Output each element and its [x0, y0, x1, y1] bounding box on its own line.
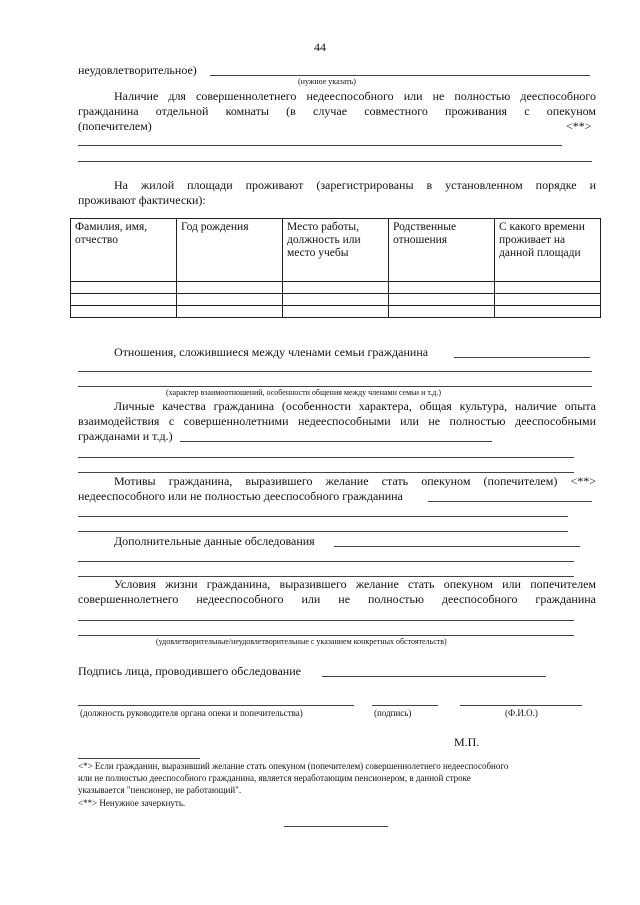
- personal-line-0[interactable]: [180, 441, 492, 442]
- footnote-1-line-2: или не полностью дееспособного гражданина, является неработающим пенсионером, в данной строке: [78, 773, 471, 783]
- table-cell[interactable]: [71, 306, 177, 318]
- room-answer-line-1[interactable]: [78, 145, 562, 146]
- footnote-1-line-1: <*> Если гражданин, выразивший желание стать опекуном (попечителем) совершеннолетнего недееспособного: [78, 761, 509, 771]
- signature-label: Подпись лица, проводившего обследование: [78, 664, 301, 678]
- assessment-caption: (нужное указать): [298, 77, 356, 86]
- footnote-divider: [78, 758, 200, 759]
- relations-caption: (характер взаимоотношений, особенности общения между членами семьи и т.д.): [166, 388, 441, 397]
- conditions-answer-line-2[interactable]: [78, 635, 574, 636]
- table-header-row: [71, 219, 601, 282]
- personal-line-2: взаимодействия с совершеннолетними недееспособными или не полностью дееспособными: [78, 414, 596, 428]
- table-cell[interactable]: [283, 282, 389, 294]
- residents-line-1: На жилой площади проживают (зарегистрированы в установленном порядке и: [114, 178, 596, 192]
- bottom-divider: [284, 826, 388, 827]
- personal-answer-line-2[interactable]: [78, 472, 574, 473]
- table-cell[interactable]: [283, 306, 389, 318]
- room-line-1: Наличие для совершеннолетнего недееспособного или не полностью дееспособного: [114, 89, 596, 103]
- room-line-3: (попечителем): [78, 119, 152, 133]
- assessment-line[interactable]: [210, 75, 590, 76]
- table-row: [71, 294, 601, 306]
- table-cell[interactable]: [389, 294, 495, 306]
- conditions-line-1: Условия жизни гражданина, выразившего желание стать опекуном или попечителем: [114, 577, 596, 591]
- motives-line-1: Мотивы гражданина, выразившего желание стать опекуном (попечителем) <**>: [114, 474, 596, 488]
- residents-line-2: проживают фактически):: [78, 193, 206, 207]
- name-caption: (Ф.И.О.): [505, 708, 538, 718]
- table-cell[interactable]: [495, 294, 601, 306]
- col-header-workplace: Место работы, должность или место учебы: [283, 219, 389, 282]
- col-header-relation: Родственные отношения: [389, 219, 495, 282]
- personal-line-3: гражданами и т.д.): [78, 429, 173, 443]
- table-cell[interactable]: [177, 282, 283, 294]
- footnote-2: <**> Ненужное зачеркнуть.: [78, 798, 186, 808]
- table-row: [71, 282, 601, 294]
- stamp-mark: М.П.: [454, 735, 480, 749]
- table-cell[interactable]: [495, 306, 601, 318]
- additional-line-0[interactable]: [334, 546, 580, 547]
- col-header-name: Фамилия, имя, отчество: [71, 219, 177, 282]
- col-header-birth-year: Год рождения: [177, 219, 283, 282]
- col-header-since: С какого времени проживает на данной площади: [495, 219, 601, 282]
- footnote-1-line-3: указывается "пенсионер, не работающий".: [78, 785, 242, 795]
- motives-line-2: недееспособного или не полностью дееспособного гражданина: [78, 489, 403, 503]
- table-row: [71, 306, 601, 318]
- personal-line-1: Личные качества гражданина (особенности характера, общая культура, наличие опыта: [114, 399, 596, 413]
- name-line[interactable]: [460, 705, 582, 706]
- assessment-label: неудовлетворительное): [78, 63, 197, 77]
- table-cell[interactable]: [177, 306, 283, 318]
- motives-answer-line-1[interactable]: [78, 516, 568, 517]
- table-cell[interactable]: [177, 294, 283, 306]
- relations-line-0[interactable]: [454, 357, 590, 358]
- table-cell[interactable]: [389, 306, 495, 318]
- personal-answer-line-1[interactable]: [78, 457, 574, 458]
- room-footnote-mark: <**>: [566, 119, 592, 133]
- sign-line[interactable]: [372, 705, 438, 706]
- conditions-caption: (удовлетворительные/неудовлетворительные с указанием конкретных обстоятельств): [156, 637, 447, 646]
- page-number: 44: [314, 40, 326, 54]
- conditions-line-2: совершеннолетнего недееспособного или не полностью дееспособного гражданина: [78, 592, 596, 606]
- table-cell[interactable]: [389, 282, 495, 294]
- conditions-answer-line-1[interactable]: [78, 620, 574, 621]
- relations-line-1[interactable]: [78, 371, 592, 372]
- residents-table: [70, 218, 601, 318]
- table-cell[interactable]: [283, 294, 389, 306]
- motives-answer-line-2[interactable]: [78, 531, 568, 532]
- signature-line[interactable]: [322, 676, 546, 677]
- sign-caption: (подпись): [374, 708, 412, 718]
- room-line-2: гражданина отдельной комнаты (в случае совместного проживания с опекуном: [78, 104, 596, 118]
- table-cell[interactable]: [495, 282, 601, 294]
- relations-label: Отношения, сложившиеся между членами семьи гражданина: [114, 345, 429, 359]
- room-answer-line-2[interactable]: [78, 161, 592, 162]
- additional-label: Дополнительные данные обследования: [114, 534, 315, 548]
- relations-line-2[interactable]: [78, 386, 592, 387]
- additional-answer-line-1[interactable]: [78, 561, 574, 562]
- position-line[interactable]: [78, 705, 354, 706]
- table-cell[interactable]: [71, 294, 177, 306]
- motives-line-0[interactable]: [428, 501, 592, 502]
- table-cell[interactable]: [71, 282, 177, 294]
- position-caption: (должность руководителя органа опеки и попечительства): [80, 708, 303, 718]
